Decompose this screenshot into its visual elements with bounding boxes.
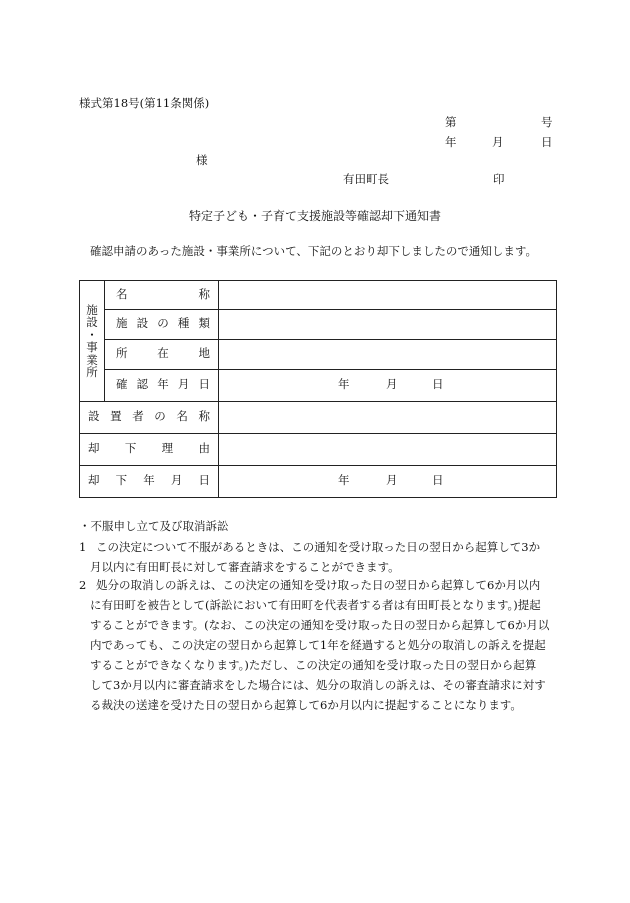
founder-name-field[interactable] bbox=[219, 402, 556, 433]
label-rejection-date: 却 下 年 月 日 bbox=[88, 473, 210, 488]
table-divider bbox=[104, 281, 105, 401]
doc-number-suffix: 号 bbox=[541, 115, 553, 129]
rejection-date-year-unit: 年 bbox=[338, 473, 350, 487]
issuer-seal: 印 bbox=[493, 172, 505, 186]
label-name: 名 称 bbox=[116, 287, 210, 302]
rejection-date-day-unit: 日 bbox=[432, 473, 444, 487]
intro-text: 確認申請のあった施設・事業所について、下記のとおり却下しましたので通知します。 bbox=[90, 244, 538, 258]
confirm-date-day-unit: 日 bbox=[432, 377, 444, 391]
label-founder-name: 設 置 者 の 名 称 bbox=[88, 409, 210, 424]
note-line: に有田町を被告として(訴訟において有田町を代表者する者は有田町長となります。)提起 bbox=[90, 598, 541, 612]
note-line: して3か月以内に審査請求をした場合には、処分の取消しの訴えは、その審査請求に対す bbox=[90, 678, 546, 692]
note-line: 月以内に有田町長に対して審査請求をすることができます。 bbox=[90, 560, 400, 574]
confirm-date-month-unit: 月 bbox=[386, 377, 398, 391]
confirm-date-year-unit: 年 bbox=[338, 377, 350, 391]
rejection-date-month-unit: 月 bbox=[386, 473, 398, 487]
note-line: 内であっても、この決定の翌日から起算して1年を経過すると処分の取消しの訴えを提起 bbox=[90, 638, 546, 652]
doc-number-prefix: 第 bbox=[445, 115, 457, 129]
label-location: 所 在 地 bbox=[116, 346, 210, 361]
note-item bbox=[79, 537, 557, 577]
note-number: 2 bbox=[79, 578, 87, 592]
note-line: る裁決の送達を受けた日の翌日から起算して6か月以内に提起することになります。 bbox=[90, 698, 522, 712]
note-item bbox=[79, 575, 557, 715]
note-number: 1 bbox=[79, 540, 87, 554]
name-field[interactable] bbox=[219, 281, 556, 309]
form-number: 様式第18号(第11条関係) bbox=[79, 96, 210, 110]
note-line: することができます。(なお、この決定の通知を受け取った日の翌日から起算して6か月以 bbox=[90, 618, 550, 632]
info-table bbox=[79, 280, 557, 498]
issue-date-year: 年 bbox=[445, 135, 457, 149]
issue-date-month: 月 bbox=[492, 135, 504, 149]
issue-date-day: 日 bbox=[541, 135, 553, 149]
label-facility-type: 施 設 の 種 類 bbox=[116, 316, 210, 331]
location-field[interactable] bbox=[219, 340, 556, 369]
issuer-name: 有田町長 bbox=[343, 172, 389, 186]
addressee-honorific: 様 bbox=[196, 153, 208, 167]
notes-heading: ・不服申し立て及び取消訴訟 bbox=[79, 519, 229, 533]
note-line: することができなくなります。)ただし、この決定の通知を受け取った日の翌日から起算 bbox=[90, 658, 537, 672]
rejection-reason-field[interactable] bbox=[219, 434, 556, 465]
confirm-date-field[interactable] bbox=[219, 369, 556, 401]
label-confirm-date: 確 認 年 月 日 bbox=[116, 377, 210, 392]
facility-group-label: 施 設 ・ 事 業 所 bbox=[86, 302, 98, 379]
document-title: 特定子ども・子育て支援施設等確認却下通知書 bbox=[188, 209, 441, 223]
note-line: この決定について不服があるときは、この通知を受け取った日の翌日から起算して3か bbox=[96, 540, 541, 554]
note-line: 処分の取消しの訴えは、この決定の通知を受け取った日の翌日から起算して6か月以内 bbox=[96, 578, 541, 592]
rejection-date-field[interactable] bbox=[219, 465, 556, 497]
label-rejection-reason: 却 下 理 由 bbox=[88, 441, 210, 456]
facility-type-field[interactable] bbox=[219, 310, 556, 339]
